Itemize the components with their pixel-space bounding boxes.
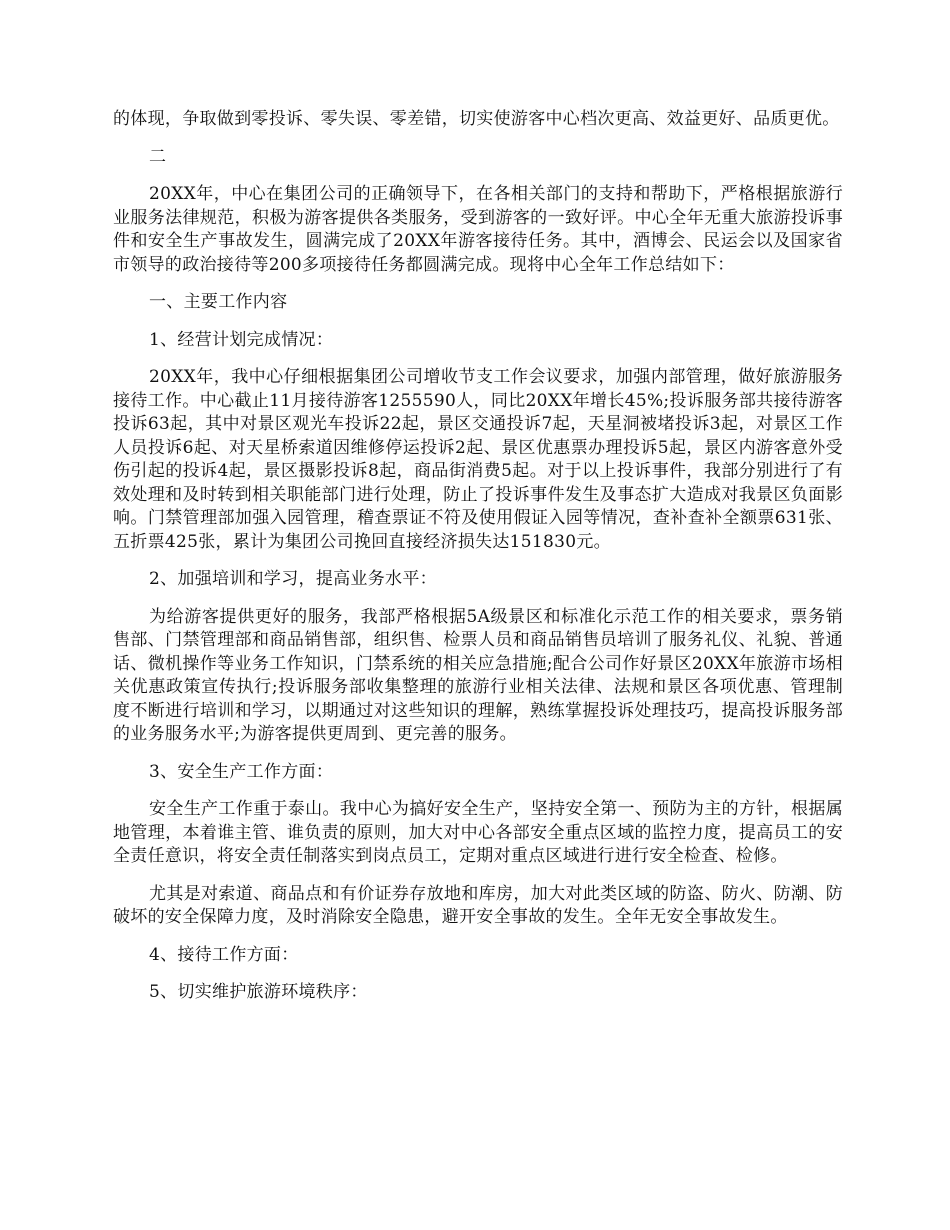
paragraph-continuation: 的体现，争取做到零投诉、零失误、零差错，切实使游客中心档次更高、效益更好、品质更优。 xyxy=(113,109,840,129)
section-number-two: 二 xyxy=(149,146,167,167)
paragraph-safety-1: 安全生产工作重于泰山。我中心为搞好安全生产，坚持安全第一、预防为主的方针，根据属地管理，本着谁主管、谁负责的原则，加大对中心各部安全重点区域的监控力度，提高员工的安全责任意识，将安全责任制落实到岗点员工，定期对重点区域进行进行安全检查、检修。 xyxy=(113,799,843,866)
heading-reception: 4、接待工作方面： xyxy=(149,944,299,965)
heading-safety: 3、安全生产工作方面： xyxy=(149,761,334,782)
heading-business-plan: 1、经营计划完成情况： xyxy=(149,329,334,350)
document-page xyxy=(113,108,843,1019)
intro-paragraph: 20XX年，中心在集团公司的正确领导下，在各相关部门的支持和帮助下，严格根据旅游行业服务法律规范，积极为游客提供各类服务，受到游客的一致好评。中心全年无重大旅游投诉事件和安全生产事故发生，圆满完成了20XX年游客接待任务。其中，酒博会、民运会以及国家省市领导的政治接待等200多项接待任务都圆满完成。现将中心全年工作总结如下： xyxy=(113,184,843,275)
heading-main-work: 一、主要工作内容 xyxy=(149,292,288,312)
paragraph-safety-2: 尤其是对索道、商品点和有价证券存放地和库房，加大对此类区域的防盗、防火、防潮、防破坏的安全保障力度，及时消除安全隐患，避开安全事故的发生。全年无安全事故发生。 xyxy=(113,883,843,927)
paragraph-training: 为给游客提供更好的服务，我部严格根据5A级景区和标准化示范工作的相关要求，票务销售部、门禁管理部和商品销售部，组织售、检票人员和商品销售员培训了服务礼仪、礼貌、普通话、微机操作等业务工作知识，门禁系统的相关应急措施;配合公司作好景区20XX年旅游市场相关优惠政策宣传执行;投诉服务部收集整理的旅游行业相关法律、法规和景区各项优惠、管理制度不断进行培训和学习，以期通过对这些知识的理解，熟练掌握投诉处理技巧，提高投诉服务部的业务服务水平;为游客提供更周到、更完善的服务。 xyxy=(113,606,843,744)
heading-training: 2、加强培训和学习，提高业务水平： xyxy=(149,569,437,589)
heading-environment-order: 5、切实维护旅游环境秩序： xyxy=(149,982,368,1002)
paragraph-business-plan: 20XX年，我中心仔细根据集团公司增收节支工作会议要求，加强内部管理，做好旅游服务接待工作。中心截止11月接待游客1255590人，同比20XX年增长45%;投诉服务部共接待游客投诉63起，其中对景区观光车投诉22起，景区交通投诉7起，天星洞被堵投诉3起，对景区工作人员投诉6起、对天星桥索道因维修停运投诉2起、景区优惠票办理投诉5起，景区内游客意外受伤引起的投诉4起，景区摄影投诉8起，商品街消费5起。对于以上投诉事件，我部分别进行了有效处理和及时转到相关职能部门进行处理，防止了投诉事件发生及事态扩大造成对我景区负面影响。门禁管理部加强入园管理，稽查票证不符及使用假证入园等情况，查补查补全额票631张、五折票425张，累计为集团公司挽回直接经济损失达151830元。 xyxy=(113,367,843,552)
